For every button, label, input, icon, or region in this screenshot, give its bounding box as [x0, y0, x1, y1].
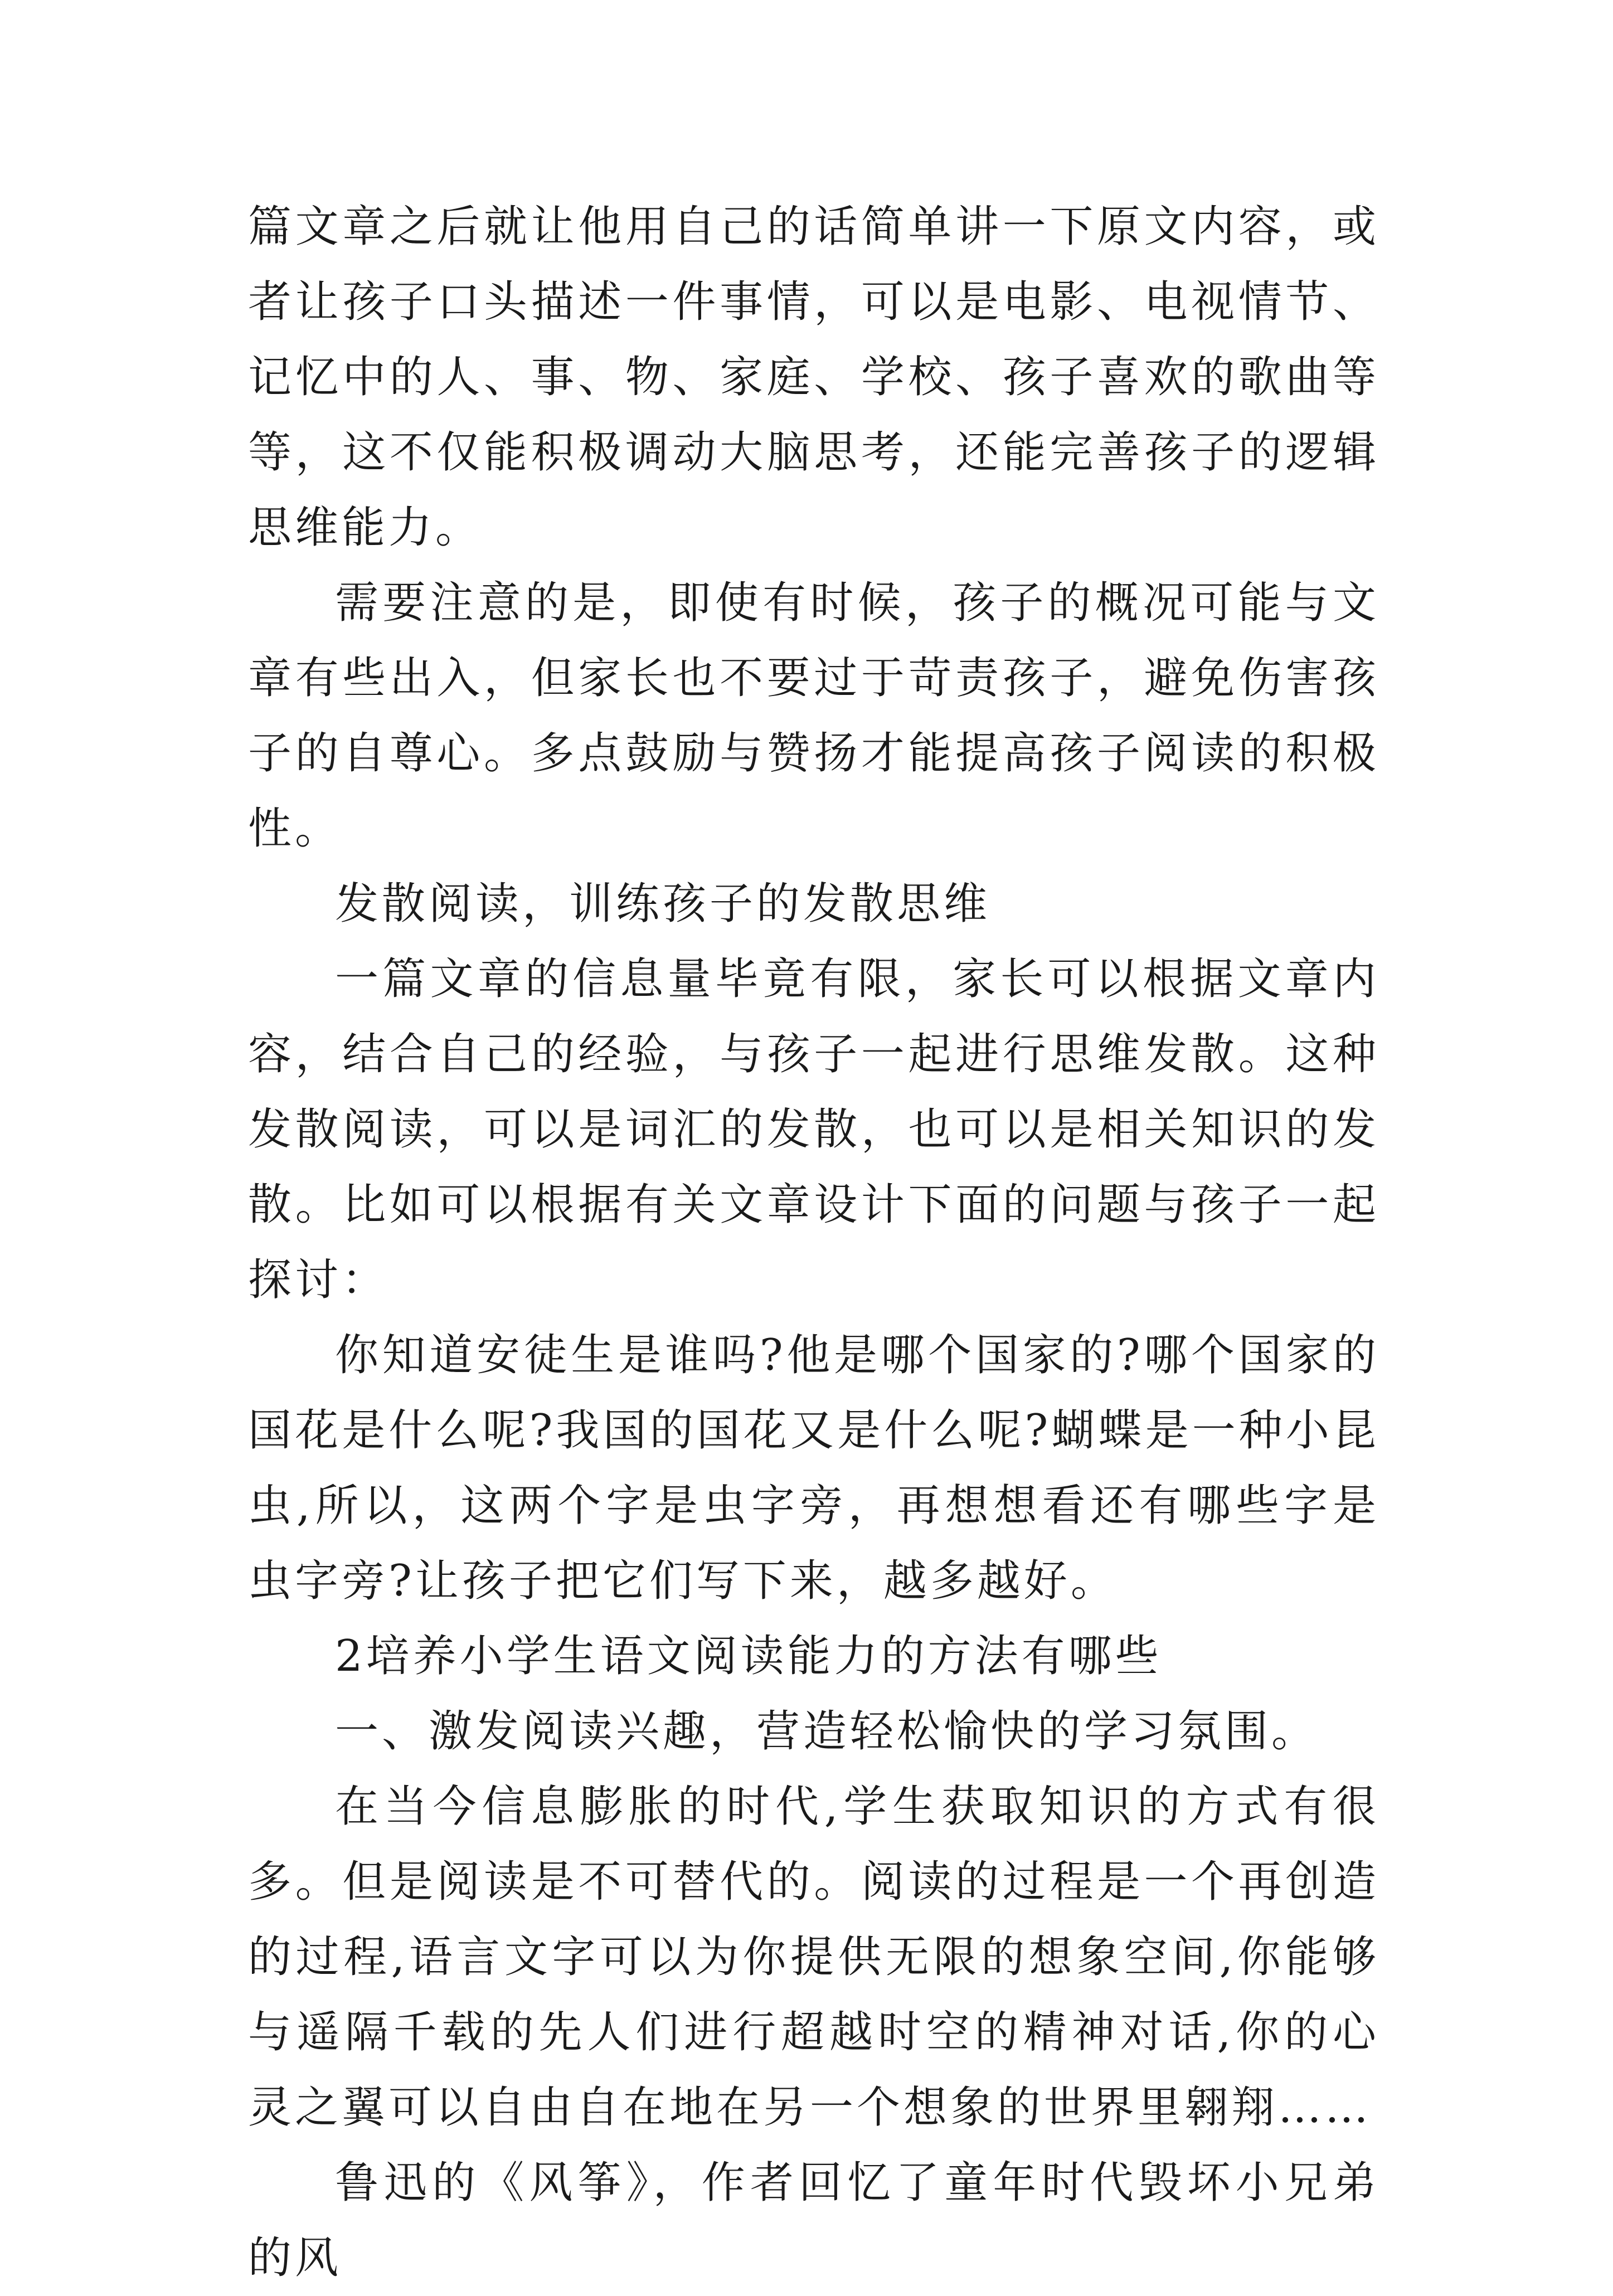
section-heading-divergent-reading: 发散阅读，训练孩子的发散思维: [335, 879, 991, 929]
section-heading-methods: 2培养小学生语文阅读能力的方法有哪些: [335, 1631, 1162, 1681]
paragraph-8: 在当今信息膨胀的时代,学生获取知识的方式有很多。但是阅读是不可替代的。阅读的过程是一个再创造的过程,语言文字可以为你提供无限的想象空间,你能够与遥隔千载的先人们进行超越时空的精神对话,你的心灵之翼可以自由自在地在另一个想象的世界里翱翔……: [248, 1782, 1379, 2133]
paragraph-2: 需要注意的是，即使有时候，孩子的概况可能与文章有些出入，但家长也不要过于苛责孩子，避免伤害孩子的自尊心。多点鼓励与赞扬才能提高孩子阅读的积极性。: [248, 578, 1379, 854]
subheading-reading-interest: 一、激发阅读兴趣，营造轻松愉快的学习氛围。: [335, 1706, 1319, 1757]
paragraph-4: 一篇文章的信息量毕竟有限，家长可以根据文章内容，结合自己的经验，与孩子一起进行思维发散。这种发散阅读，可以是词汇的发散，也可以是相关知识的发散。比如可以根据有关文章设计下面的问题与孩子一起探讨：: [248, 954, 1379, 1305]
paragraph-5: 你知道安徒生是谁吗?他是哪个国家的?哪个国家的国花是什么呢?我国的国花又是什么呢?蝴蝶是一种小昆虫,所以，这两个字是虫字旁，再想想看还有哪些字是虫字旁?让孩子把它们写下来，越多越好。: [248, 1330, 1379, 1606]
document-body: [248, 189, 1379, 2296]
paragraph-9: 鲁迅的《风筝》，作者回忆了童年时代毁坏小兄弟的风: [248, 2158, 1379, 2283]
paragraph-1: 篇文章之后就让他用自己的话简单讲一下原文内容，或者让孩子口头描述一件事情，可以是电影、电视情节、记忆中的人、事、物、家庭、学校、孩子喜欢的歌曲等等，这不仅能积极调动大脑思考，还能完善孩子的逻辑思维能力。: [248, 202, 1379, 553]
